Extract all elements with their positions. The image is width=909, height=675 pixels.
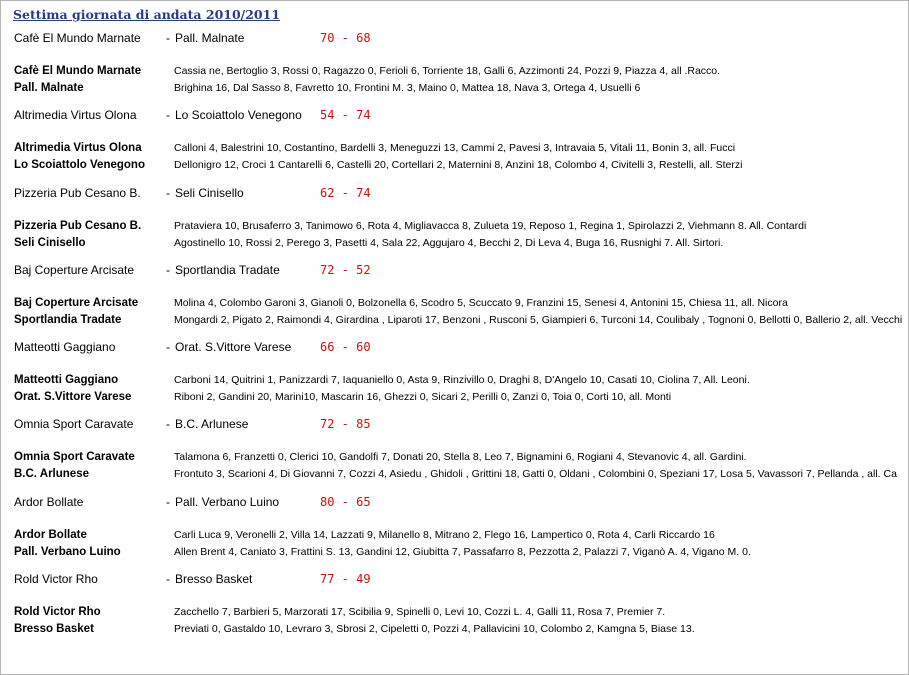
match-away-team: Sportlandia Tradate — [175, 263, 280, 277]
match-score: 72 - 52 — [320, 263, 371, 277]
away-team-label: Lo Scoiattolo Venegono — [14, 159, 145, 171]
home-players-list: Molina 4, Colombo Garoni 3, Gianoli 0, Bolzonella 6, Scodro 5, Scuccato 9, Franzini 15, Senesi 4, Antonini 15, Chiesa 11, all. Nicora — [174, 297, 788, 309]
match-home-team: Pizzeria Pub Cesano B. — [14, 186, 141, 200]
match-separator: - — [166, 263, 170, 277]
match-separator: - — [166, 31, 170, 45]
match-score: 70 - 68 — [320, 31, 371, 45]
away-players-list: Previati 0, Gastaldo 10, Levraro 3, Sbrosi 2, Cipeletti 0, Pozzi 4, Pallavicini 10, Colombo 2, Kamgna 5, Biase 13. — [174, 623, 695, 635]
game-8 — [1, 572, 909, 675]
home-team-label: Omnia Sport Caravate — [14, 451, 135, 463]
home-players-list: Prataviera 10, Brusaferro 3, Tanimowo 6, Rota 4, Migliavacca 8, Zulueta 19, Reposo 1, Regina 1, Spirolazzi 2, Viehmann 8. All. Contardi — [174, 220, 807, 232]
match-home-team: Baj Coperture Arcisate — [14, 263, 135, 277]
home-team-label: Pizzeria Pub Cesano B. — [14, 220, 142, 232]
home-team-label: Matteotti Gaggiano — [14, 374, 119, 386]
match-home-team: Ardor Bollate — [14, 495, 84, 509]
home-players-list: Talamona 6, Franzetti 0, Clerici 10, Gandolfi 7, Donati 20, Stella 8, Leo 7, Bignamini 6, Rogiani 4, Stevanovic 4, all. Gardini. — [174, 451, 747, 463]
away-players-list: Mongardi 2, Pigato 2, Raimondi 4, Girardina , Liparoti 17, Benzoni , Rusconi 5, Giampieri 6, Turconi 14, Coulibaly , Tognoni 0, Bellotti 0, Ballerio 2, all. Vecchi — [174, 314, 903, 326]
match-separator: - — [166, 186, 170, 200]
away-players-list: Dellonigro 12, Croci 1 Cantarelli 6, Castelli 20, Cortellari 2, Maternini 8, Anzini 18, Colombo 4, Civitelli 3, Restelli, all. Sterzi — [174, 159, 743, 171]
home-team-label: Baj Coperture Arcisate — [14, 297, 139, 309]
away-team-label: Bresso Basket — [14, 623, 94, 635]
match-score: 80 - 65 — [320, 495, 371, 509]
match-away-team: Seli Cinisello — [175, 186, 244, 200]
page-title: Settima giornata di andata 2010/2011 — [13, 7, 281, 22]
home-players-list: Carboni 14, Quitrini 1, Panizzardi 7, Iaquaniello 0, Asta 9, Rinzivillo 0, Draghi 8, D'Angelo 10, Casati 10, Ciolina 7, All. Leoni. — [174, 374, 750, 386]
match-separator: - — [166, 495, 170, 509]
match-score: 77 - 49 — [320, 572, 371, 586]
match-score: 66 - 60 — [320, 340, 371, 354]
match-away-team: Pall. Malnate — [175, 31, 245, 45]
away-team-label: Sportlandia Tradate — [14, 314, 122, 326]
home-players-list: Carli Luca 9, Veronelli 2, Villa 14, Lazzati 9, Milanello 8, Mitrano 2, Flego 16, Lampertico 0, Rota 4, Carli Riccardo 16 — [174, 529, 715, 541]
match-score: 62 - 74 — [320, 186, 371, 200]
home-players-list: Calloni 4, Balestrini 10, Costantino, Bardelli 3, Meneguzzi 13, Cammi 2, Pavesi 3, Intravaia 5, Vitali 11, Bonin 3, all. Fucci — [174, 142, 736, 154]
away-team-label: Seli Cinisello — [14, 237, 86, 249]
away-team-label: Orat. S.Vittore Varese — [14, 391, 132, 403]
match-home-team: Cafè El Mundo Marnate — [14, 31, 141, 45]
home-team-label: Altrimedia Virtus Olona — [14, 142, 142, 154]
home-team-label: Cafè El Mundo Marnate — [14, 65, 142, 77]
away-team-label: B.C. Arlunese — [14, 468, 89, 480]
away-team-label: Pall. Malnate — [14, 82, 84, 94]
match-separator: - — [166, 108, 170, 122]
away-players-list: Brighina 16, Dal Sasso 8, Favretto 10, Frontini M. 3, Maino 0, Mattea 18, Nava 3, Ortega 4, Usuelli 6 — [174, 82, 641, 94]
away-players-list: Agostinello 10, Rossi 2, Perego 3, Pasetti 4, Sala 22, Aggujaro 4, Becchi 2, Di Leva 4, Buga 16, Rusnighi 7. All. Sirtori. — [174, 237, 724, 249]
home-players-list: Cassia ne, Bertoglio 3, Rossi 0, Ragazzo 0, Ferioli 6, Torriente 18, Galli 6, Azzimonti 24, Pozzi 9, Piazza 4, all .Racco. — [174, 65, 721, 77]
match-home-team: Omnia Sport Caravate — [14, 417, 134, 431]
match-away-team: Lo Scoiattolo Venegono — [175, 108, 302, 122]
match-home-team: Rold Victor Rho — [14, 572, 98, 586]
match-separator: - — [166, 572, 170, 586]
match-home-team: Altrimedia Virtus Olona — [14, 108, 137, 122]
away-players-list: Allen Brent 4, Caniato 3, Frattini S. 13, Gandini 12, Giubitta 7, Passafarro 8, Pezzotta 2, Palazzi 7, Viganò A. 4, Vigano M. 0. — [174, 546, 751, 558]
match-home-team: Matteotti Gaggiano — [14, 340, 116, 354]
match-away-team: B.C. Arlunese — [175, 417, 249, 431]
match-away-team: Bresso Basket — [175, 572, 253, 586]
match-score: 72 - 85 — [320, 417, 371, 431]
home-team-label: Ardor Bollate — [14, 529, 87, 541]
match-score: 54 - 74 — [320, 108, 371, 122]
away-team-label: Pall. Verbano Luino — [14, 546, 121, 558]
away-players-list: Frontuto 3, Scarioni 4, Di Giovanni 7, Cozzi 4, Asiedu , Ghidoli , Grittini 18, Gatti 0, Oldani , Colombini 0, Speziani 17, Losa 5, Vavassori 7, Pellanda , all. Ca — [174, 468, 897, 480]
home-team-label: Rold Victor Rho — [14, 606, 101, 618]
home-players-list: Zacchello 7, Barbieri 5, Marzorati 17, Scibilia 9, Spinelli 0, Levi 10, Cozzi L. 4, Galli 11, Rosa 7, Premier 7. — [174, 606, 666, 618]
match-away-team: Pall. Verbano Luino — [175, 495, 280, 509]
away-players-list: Riboni 2, Gandini 20, Marini10, Mascarin 16, Ghezzi 0, Sicari 2, Perilli 0, Zanzi 0, Toia 0, Corti 10, all. Monti — [174, 391, 672, 403]
match-separator: - — [166, 340, 170, 354]
match-away-team: Orat. S.Vittore Varese — [175, 340, 292, 354]
match-separator: - — [166, 417, 170, 431]
